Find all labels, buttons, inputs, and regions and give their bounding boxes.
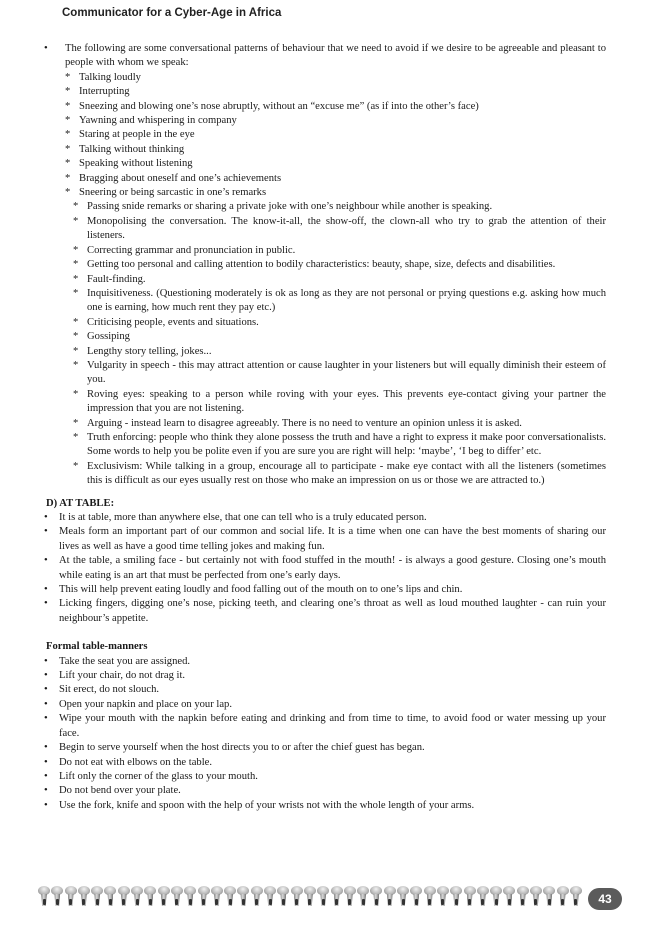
ornament-figure-icon <box>517 886 529 908</box>
ornament-figure-icon <box>397 886 409 908</box>
ornament-figure-icon <box>424 886 436 908</box>
list-item <box>40 172 606 186</box>
running-title: Communicator for a Cyber-Age in Africa <box>62 7 282 19</box>
ornament-figure-icon <box>317 886 329 908</box>
section-heading-formal-table-manners: Formal table-manners <box>46 641 148 653</box>
at-table-list <box>40 511 606 626</box>
ornament-figure-icon <box>131 886 143 908</box>
item-text: Bragging about oneself and one’s achievements <box>79 172 282 184</box>
item-text: This will help prevent eating loudly and food falling out of the mouth on to one’s lips and chin. <box>59 584 463 596</box>
star-marker: * <box>65 129 71 141</box>
formal-manners-list <box>40 655 606 813</box>
bullet-marker: • <box>44 670 48 682</box>
item-text: Begin to serve yourself when the host directs you to or after the chief guest has began. <box>59 742 425 754</box>
ornament-figure-icon <box>464 886 476 908</box>
ornament-figure-icon <box>104 886 116 908</box>
item-text: Open your napkin and place on your lap. <box>59 698 232 710</box>
more-pattern-list <box>40 200 606 488</box>
list-item <box>40 683 606 697</box>
ornament-figure-icon <box>331 886 343 908</box>
list-item <box>40 799 606 813</box>
item-text: Do not eat with elbows on the table. <box>59 756 212 768</box>
item-text: Use the fork, knife and spoon with the help of your wrists not with the whole length of your arms. <box>59 799 475 811</box>
list-item <box>40 669 606 683</box>
ornament-figure-icon <box>237 886 249 908</box>
star-marker: * <box>65 115 71 127</box>
ornament-figure-icon <box>570 886 582 908</box>
list-item <box>40 655 606 669</box>
star-marker: * <box>73 460 79 472</box>
list-item <box>40 511 606 525</box>
item-text: Yawning and whispering in company <box>79 115 237 127</box>
item-text: Gossiping <box>87 331 130 343</box>
bullet-marker: • <box>44 799 48 811</box>
star-marker: * <box>73 273 79 285</box>
item-text: Arguing - instead learn to disagree agreeably. There is no need to venture an opinion unless it is asked. <box>87 417 522 429</box>
star-marker: * <box>73 431 79 443</box>
item-text: Roving eyes: speaking to a person while roving with your eyes. This prevents eye-contact giving your partner the impression that you are not listening. <box>87 388 606 415</box>
ornament-figure-icon <box>277 886 289 908</box>
star-marker: * <box>73 388 79 400</box>
ornament-figure-icon <box>91 886 103 908</box>
item-text: Fault-finding. <box>87 273 146 285</box>
star-marker: * <box>73 215 79 227</box>
ornament-figure-icon <box>224 886 236 908</box>
ornament-figure-icon <box>291 886 303 908</box>
bullet-marker: • <box>44 756 48 768</box>
star-marker: * <box>65 143 71 155</box>
ornament-figure-icon <box>144 886 156 908</box>
list-item <box>40 100 606 114</box>
ornament-figure-icon <box>304 886 316 908</box>
ornament-figure-icon <box>477 886 489 908</box>
list-item <box>40 258 606 272</box>
list-item <box>40 186 606 200</box>
star-marker: * <box>65 172 71 184</box>
item-text: Sneezing and blowing one’s nose abruptly, without an “excuse me” (as if into the other’s face) <box>79 100 479 112</box>
item-text: Lift your chair, do not drag it. <box>59 670 186 682</box>
ornament-figure-icon <box>51 886 63 908</box>
list-item <box>40 157 606 171</box>
bullet-marker: • <box>44 713 48 725</box>
bullet-marker: • <box>44 584 48 596</box>
item-text: At the table, a smiling face - but certainly not with food stuffed in the mouth! - is always a good gesture. Closing one’s mouth while eating is an art that must be perfected from one’s early days. <box>59 555 606 581</box>
bullet-marker: • <box>44 684 48 696</box>
item-text: Exclusivism: While talking in a group, encourage all to participate - make eye contact with all the listeners (sometimes this is difficult as our eyes usually rest on those who make an impression on us or those we are attracted to.) <box>87 460 606 487</box>
list-item <box>40 784 606 798</box>
list-item <box>40 583 606 597</box>
list-item <box>40 554 606 583</box>
star-marker: * <box>73 259 79 271</box>
ornament-figure-icon <box>357 886 369 908</box>
list-item <box>40 200 606 214</box>
star-marker: * <box>73 244 79 256</box>
item-text: Do not bend over your plate. <box>59 785 181 797</box>
list-item <box>40 71 606 85</box>
list-item <box>40 597 606 626</box>
item-text: Wipe your mouth with the napkin before eating and drinking and from time to time, to avoid food or water messing up your face. <box>59 713 606 739</box>
list-item <box>40 143 606 157</box>
item-text: Inquisitiveness. (Questioning moderately is ok as long as they are not personal or prying questions e.g. asking how much one is earning, how much rent they pay etc.) <box>87 287 606 314</box>
list-item <box>40 287 606 316</box>
bullet-marker: • <box>44 742 48 754</box>
intro-paragraph <box>40 42 606 71</box>
ornament-figure-icon <box>38 886 50 908</box>
ornament-figure-icon <box>530 886 542 908</box>
list-item <box>40 770 606 784</box>
bullet-marker: • <box>44 655 48 667</box>
item-text: Lengthy story telling, jokes... <box>87 345 212 357</box>
star-marker: * <box>73 287 79 299</box>
page-number: 43 <box>598 892 612 906</box>
item-text: It is at table, more than anywhere else, that one can tell who is a truly educated person. <box>59 512 427 523</box>
ornament-figure-icon <box>264 886 276 908</box>
ornament-figure-icon <box>171 886 183 908</box>
ornament-figure-icon <box>65 886 77 908</box>
pattern-list <box>40 71 606 201</box>
list-item <box>40 698 606 712</box>
bullet-marker: • <box>44 698 48 710</box>
ornament-figure-icon <box>211 886 223 908</box>
list-item <box>40 756 606 770</box>
ornament-figure-icon <box>198 886 210 908</box>
ornament-figure-icon <box>184 886 196 908</box>
ornament-figure-icon <box>344 886 356 908</box>
list-item <box>40 712 606 741</box>
item-text: Vulgarity in speech - this may attract attention or cause laughter in your listeners but will equally diminish their esteem of you. <box>87 359 606 386</box>
item-text: Correcting grammar and pronunciation in public. <box>87 244 296 256</box>
list-item <box>40 417 606 431</box>
list-item <box>40 330 606 344</box>
item-text: Licking fingers, digging one’s nose, picking teeth, and clearing one’s throat as well as loud mouthed laughter - can ruin your neighbour’s appetite. <box>59 598 606 624</box>
list-item <box>40 215 606 244</box>
ornament-figure-icon <box>557 886 569 908</box>
item-text: Lift only the corner of the glass to your mouth. <box>59 770 258 782</box>
item-text: Monopolising the conversation. The know-it-all, the show-off, the clown-all who try to grab the attention of their listeners. <box>87 215 606 242</box>
star-marker: * <box>65 100 71 112</box>
list-item <box>40 273 606 287</box>
item-text: Talking without thinking <box>79 143 185 155</box>
ornament-figure-icon <box>158 886 170 908</box>
section-heading-at-table: D) AT TABLE: <box>46 497 115 509</box>
star-marker: * <box>73 359 79 371</box>
page-body <box>40 42 606 813</box>
star-marker: * <box>73 417 79 429</box>
star-marker: * <box>65 71 71 83</box>
list-item <box>40 460 606 489</box>
list-item <box>40 345 606 359</box>
ornament-figure-icon <box>503 886 515 908</box>
list-item <box>40 359 606 388</box>
star-marker: * <box>65 158 71 170</box>
list-item <box>40 388 606 417</box>
ornament-figure-icon <box>370 886 382 908</box>
bullet-marker: • <box>44 43 48 54</box>
list-item <box>40 114 606 128</box>
item-text: Staring at people in the eye <box>79 129 195 141</box>
item-text: Take the seat you are assigned. <box>59 655 191 667</box>
star-marker: * <box>73 316 79 328</box>
item-text: Getting too personal and calling attention to bodily characteristics: beauty, shape, size, defects and disabilities. <box>87 259 556 271</box>
item-text: Interrupting <box>79 86 130 98</box>
ornament-figure-icon <box>410 886 422 908</box>
item-text: Sit erect, do not slouch. <box>59 684 160 696</box>
ornament-figure-icon <box>384 886 396 908</box>
star-marker: * <box>73 345 79 357</box>
star-marker: * <box>73 331 79 343</box>
list-item <box>40 244 606 258</box>
ornament-figure-icon <box>450 886 462 908</box>
ornament-figure-icon <box>78 886 90 908</box>
item-text: Passing snide remarks or sharing a private joke with one’s neighbour while another is speaking. <box>87 201 493 213</box>
ornament-figure-icon <box>543 886 555 908</box>
list-item <box>40 525 606 554</box>
item-text: Talking loudly <box>79 71 141 83</box>
ornament-figure-icon <box>251 886 263 908</box>
star-marker: * <box>65 86 71 98</box>
page-number-badge <box>588 888 622 910</box>
list-item <box>40 741 606 755</box>
ornament-figure-icon <box>437 886 449 908</box>
ornamental-figure-strip <box>38 886 582 908</box>
bullet-marker: • <box>44 512 48 523</box>
bullet-marker: • <box>44 526 48 538</box>
list-item <box>40 431 606 460</box>
item-text: Meals form an important part of our common and social life. It is a time when one can have the best moments of sharing our lives as well as have a good time telling jokes and making fun. <box>59 526 606 552</box>
bullet-marker: • <box>44 598 48 610</box>
star-marker: * <box>65 187 71 199</box>
list-item <box>40 316 606 330</box>
bullet-marker: • <box>44 770 48 782</box>
list-item <box>40 128 606 142</box>
star-marker: * <box>73 201 79 213</box>
item-text: Sneering or being sarcastic in one’s remarks <box>79 187 267 199</box>
ornament-figure-icon <box>118 886 130 908</box>
ornament-figure-icon <box>490 886 502 908</box>
item-text: Speaking without listening <box>79 158 193 170</box>
intro-text: The following are some conversational patterns of behaviour that we need to avoid if we desire to be agreeable and pleasant to people with whom we speak: <box>65 43 606 69</box>
bullet-marker: • <box>44 555 48 567</box>
list-item <box>40 85 606 99</box>
item-text: Truth enforcing: people who think they alone possess the truth and have a right to express it make poor conversationalists. Some words to help you be polite even if you are sure you are right will help: ‘maybe’, ‘I beg to differ’ etc. <box>87 431 606 458</box>
bullet-marker: • <box>44 785 48 797</box>
item-text: Criticising people, events and situations. <box>87 316 259 328</box>
